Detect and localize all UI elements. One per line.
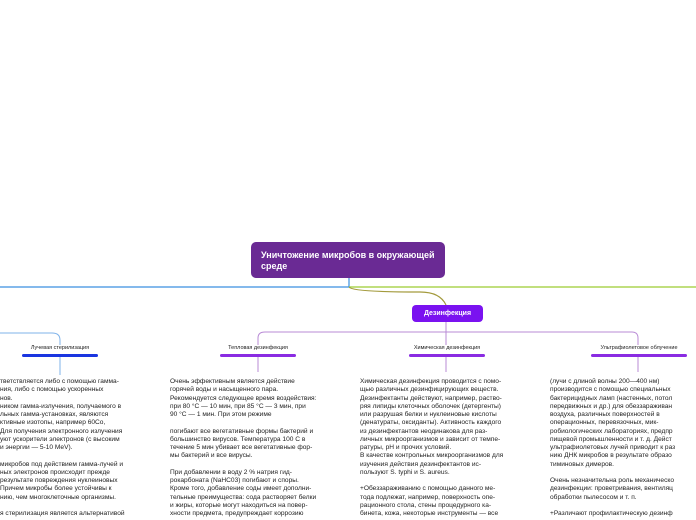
subtopic-uv[interactable] (591, 345, 687, 351)
subtopic-thermal[interactable] (220, 345, 296, 351)
root-node[interactable] (251, 242, 445, 278)
subtopic-uv-underline (591, 354, 687, 357)
sub-connector-radiation (0, 333, 60, 345)
note-chemical: Химическая дезинфекция проводится с помо- щью различных дезинфицирующих веществ. Дезинфектанты действуют, например, раство- ряя липиды клеточных оболочек (детергенты) или разрушая белки и нуклеиновые кислоты (денатураты, оксиданты). Активность каждого из дезинфектантов неодинакова для раз- личных микроорганизмов и зависит от темпе- ратуры, рН и прочих условий. В качестве контрольных микроорганизмов для изучения действия дезинфектантов ис- пользуют S. typhi и S. aureus. +Обеззараживанию с помощью данного ме- тода подлежат, например, поверхность опе- рационного стола, стены процедурного ка- бинета, кожа, некоторые инструменты — все (360, 378, 504, 517)
note-uv: (лучи с длиной волны 200—400 нм) производится с помощью специальных бактерицидных ламп (настенных, потол передвижных и др.) для обеззараживан воздуха, различных поверхностей в операционных, перевязочных, мик- робиологических лабораториях, предпр пищевой промышленности и т. д. Дейст ультрафиолетовых лучей приводит к раз нию ДНК микробов в результате образо тиминовых димеров. Очень незначительна роль механическо дезинфекции: проветривания, вентиляц обработки пылесосом и т. п. +Различают профилактическую дезинф (550, 378, 676, 517)
note-radiation: тветствляется либо с помощью гамма- ния, либо с помощью ускоренных нов. ником гамма-излучения, получаемого в льных гамма-установках, являются ктивные изотопы, например 60Co, Для получения электронного излучения уют ускорители электронов (с высоким и энергии — 5-10 MeV). микробов под действием гамма-лучей и ных электронов происходит прежде результате повреждения нуклеиновых Причем микробы более устойчивы к нию, чем многоклеточные организмы. я стерилизация является альтернативой (0, 378, 125, 517)
topic-node-disinfection[interactable] (412, 305, 483, 322)
subtopic-uv-label: Ультрафиолетовое облучение (600, 345, 678, 351)
sub-connector-uv (446, 332, 638, 345)
subtopic-radiation[interactable] (22, 345, 98, 351)
note-thermal: Очень эффективным является действие горячей воды и насыщенного пара. Рекомендуется следующее время воздействия: при 80 °С — 10 мин, при 85 °С — 3 мин, при 90 °С — 1 мин. При этом режиме погибают все вегетативные формы бактерий и большинство вирусов. Температура 100 С в течение 5 мин убивает все вегетативные фор- мы бактерий и все вирусы. При добавлении в воду 2 % натрия гид- рокарбоната (NaHC03) погибают и споры. Кроме того, добавление соды имеет дополни- тельные преимущества: сода растворяет белки и жиры, которые могут находиться на повер- хности предмета, предупреждает коррозию (170, 378, 317, 517)
topic-node-label: Дезинфекция (423, 310, 472, 317)
root-node-title: Уничтожение микробов в окружающей среде (261, 250, 435, 271)
branch-line-left (0, 278, 349, 287)
subtopic-thermal-label: Тепловая дезинфекция (228, 345, 288, 351)
subtopic-radiation-underline (22, 354, 98, 357)
subtopic-thermal-underline (220, 354, 296, 357)
sub-connector-thermal (258, 322, 446, 345)
branch-line-center (349, 287, 446, 305)
subtopic-chemical-underline (409, 354, 485, 357)
subtopic-chemical[interactable] (409, 345, 485, 351)
subtopic-chemical-label: Химическая дезинфекция (413, 345, 481, 351)
subtopic-radiation-label: Лучевая стерилизация (30, 345, 90, 351)
